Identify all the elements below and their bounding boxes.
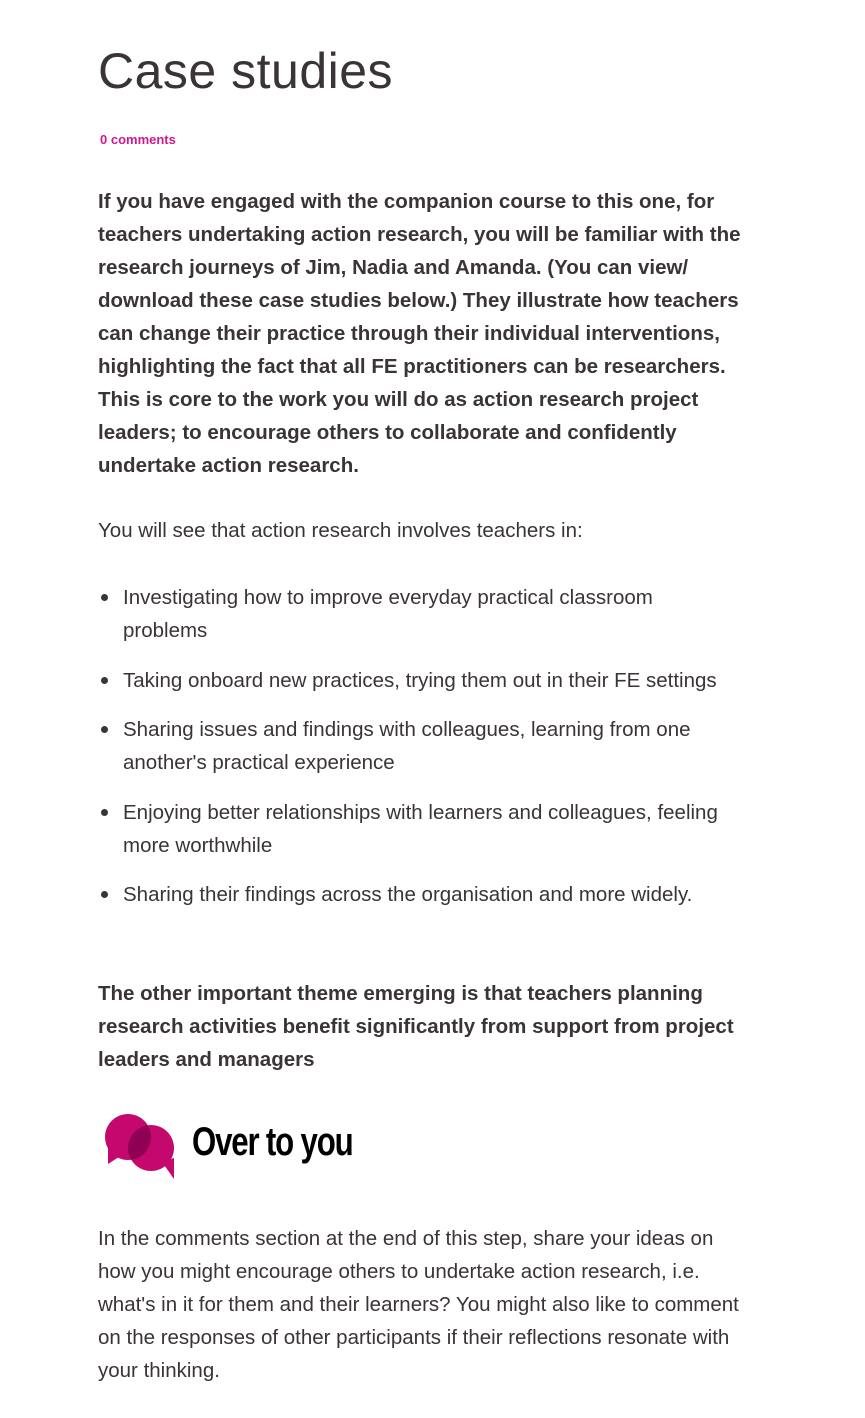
outro-paragraph: In the comments section at the end of this step, share your ideas on how you might encourage others to undertake action research, i.e. what's in it for them and their learners? You might also like to comment on the responses of other participants if their reflections resonate with your thinking. [98, 1227, 739, 1382]
bullet-icon [101, 594, 108, 601]
over-to-you-title: Over to you [192, 1120, 353, 1164]
list-item [98, 581, 738, 647]
bullet-icon [101, 677, 108, 684]
bullet-icon [101, 809, 108, 816]
page-title: Case studies [98, 43, 394, 99]
theme-paragraph: The other important theme emerging is that teachers planning research activities benefit significantly from support from project leaders and managers [98, 982, 734, 1071]
list-item-text: Sharing issues and findings with colleagues, learning from one another's practical experience [123, 718, 691, 774]
comments-link[interactable]: 0 comments [100, 132, 176, 147]
over-to-you-banner [102, 1105, 398, 1185]
list-lead-paragraph: You will see that action research involves teachers in: [98, 519, 583, 542]
list-item [98, 713, 738, 779]
list-item [98, 878, 738, 911]
list-item-text: Investigating how to improve everyday practical classroom problems [123, 586, 653, 642]
intro-paragraph: If you have engaged with the companion course to this one, for teachers undertaking action research, you will be familiar with the research journeys of Jim, Nadia and Amanda. (You can view/ download these case studies below.) They illustrate how teachers can change their practice through their individual interventions, highlighting the fact that all FE practitioners can be researchers. This is core to the work you will do as action research project leaders; to encourage others to collaborate and confidently undertake action research. [98, 190, 741, 477]
list-item-text: Sharing their findings across the organisation and more widely. [123, 883, 693, 906]
bullet-icon [101, 891, 108, 898]
list-item-text: Enjoying better relationships with learners and colleagues, feeling more worthwhile [123, 800, 718, 857]
speech-bubbles-icon [102, 1110, 178, 1180]
action-research-list [98, 581, 738, 928]
list-item [98, 796, 738, 862]
bullet-icon [101, 726, 108, 733]
list-item [98, 664, 738, 697]
list-item-text: Taking onboard new practices, trying them out in their FE settings [123, 668, 717, 692]
